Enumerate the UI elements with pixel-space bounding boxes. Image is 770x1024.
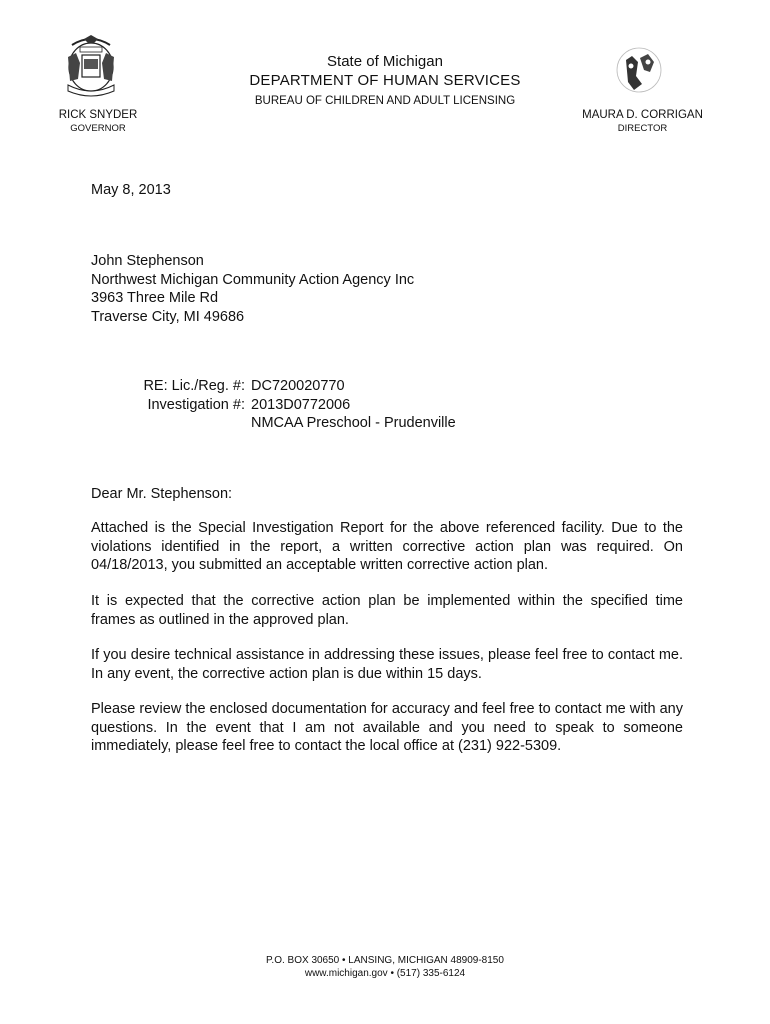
facility-name: NMCAA Preschool - Prudenville: [251, 415, 456, 431]
license-label: RE: Lic./Reg. #:: [143, 378, 245, 394]
paragraph: It is expected that the corrective action plan be implemented within the specified time frames as outlined in the approved plan.: [91, 593, 683, 628]
director-title: DIRECTOR: [617, 123, 668, 134]
header-state: State of Michigan: [327, 53, 443, 70]
reference-block: [91, 377, 456, 433]
header-department: DEPARTMENT OF HUMAN SERVICES: [249, 72, 521, 89]
footer-contact: www.michigan.gov • (517) 335-6124: [304, 968, 466, 979]
paragraph: If you desire technical assistance in addressing these issues, please feel free to contact me. In any event, the corrective action plan is due within 15 days.: [91, 647, 683, 682]
recipient-name: John Stephenson: [91, 253, 204, 269]
director-name: MAURA D. CORRIGAN: [582, 109, 703, 121]
paragraph: Attached is the Special Investigation Report for the above referenced facility. Due to the violations identified in the report, a written corrective action plan was required. On 04/18/2013, you submitted an acceptable written corrective action plan.: [91, 520, 683, 573]
license-value: DC720020770: [251, 378, 345, 394]
investigation-value: 2013D0772006: [251, 396, 351, 413]
letter-date: May 8, 2013: [91, 182, 171, 198]
footer-address: P.O. BOX 30650 • LANSING, MICHIGAN 48909-8150: [266, 955, 504, 966]
governor-name: RICK SNYDER: [58, 109, 138, 121]
header-bureau: BUREAU OF CHILDREN AND ADULT LICENSING: [254, 95, 516, 107]
recipient-address: [91, 252, 414, 326]
recipient-organization: Northwest Michigan Community Action Agency Inc: [91, 271, 415, 288]
salutation: Dear Mr. Stephenson:: [91, 486, 233, 502]
investigation-label: Investigation #:: [147, 396, 245, 413]
recipient-city: Traverse City, MI 49686: [91, 308, 245, 325]
recipient-street: 3963 Three Mile Rd: [91, 290, 219, 306]
governor-title: GOVERNOR: [70, 123, 126, 134]
paragraph: Please review the enclosed documentation for accuracy and feel free to contact me with any questions. In the event that I am not available and you need to speak to someone immediately, please feel free to contact the local office at (231) 922-5309.: [91, 701, 683, 754]
